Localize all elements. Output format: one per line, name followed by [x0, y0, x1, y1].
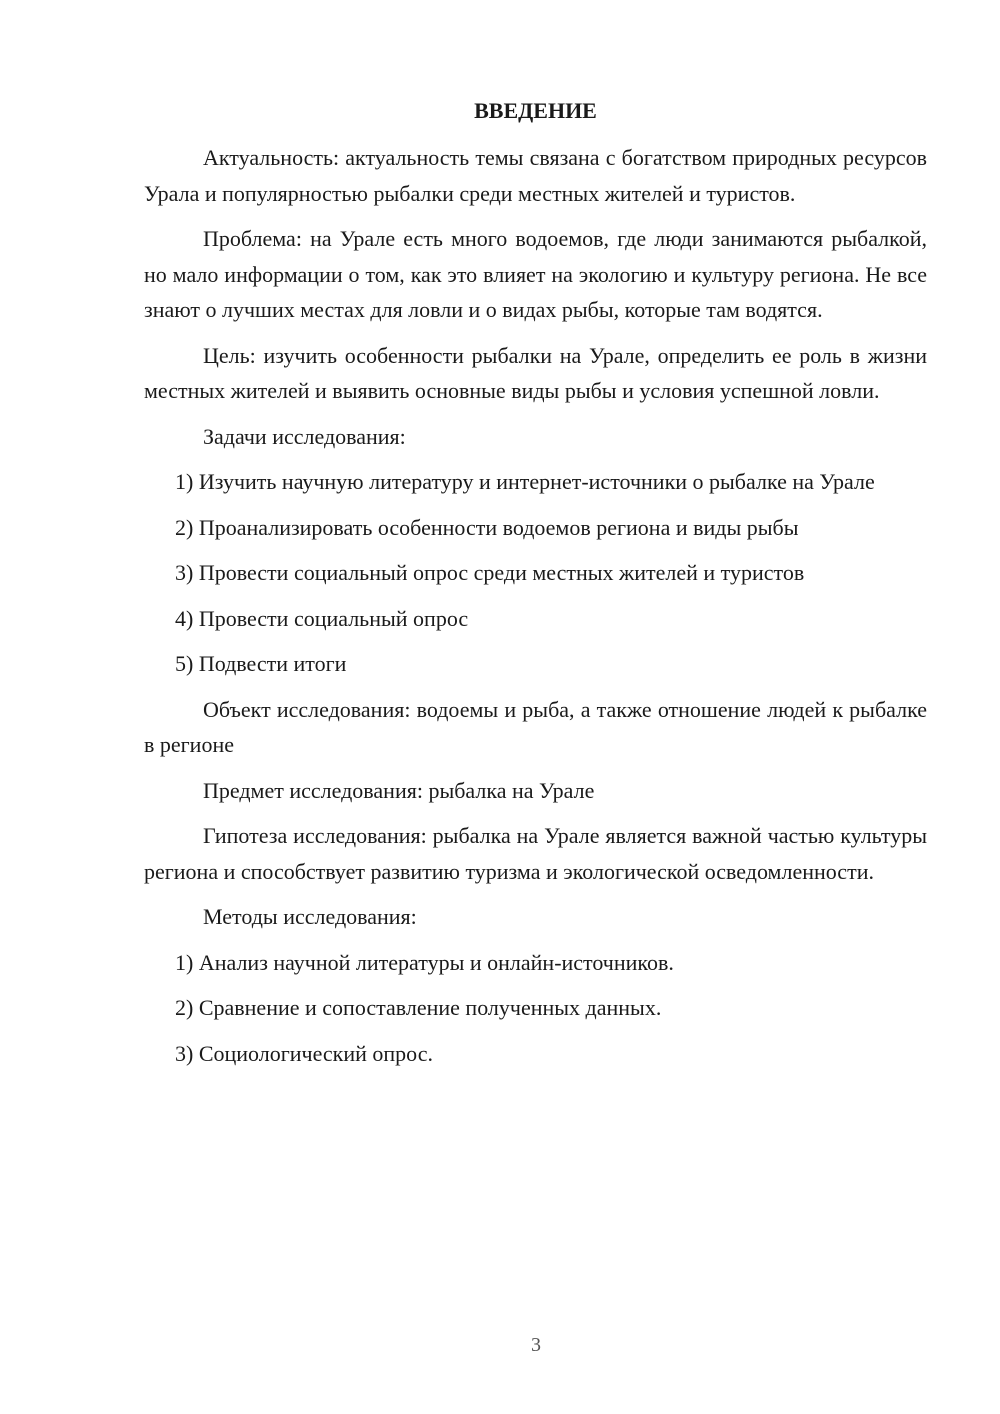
method-item: 1) Анализ научной литературы и онлайн-источников.	[175, 949, 674, 975]
method-item: 3) Социологический опрос.	[175, 1040, 433, 1066]
methods-heading: Методы исследования:	[203, 904, 417, 929]
paragraph-object: Объект исследования: водоемы и рыба, а также отношение людей к рыбалке в регионе	[144, 696, 927, 757]
task-item: 2) Проанализировать особенности водоемов региона и виды рыбы	[175, 514, 799, 540]
tasks-heading: Задачи исследования:	[203, 423, 406, 449]
page-content	[144, 94, 927, 1081]
section-title: ВВЕДЕНИЕ	[474, 98, 597, 123]
method-item: 2) Сравнение и сопоставление полученных данных.	[175, 995, 662, 1020]
paragraph-relevance: Актуальность: актуальность темы связана с богатством природных ресурсов Урала и популярностью рыбалки среди местных жителей и туристов.	[144, 145, 927, 206]
paragraph-subject: Предмет исследования: рыбалка на Урале	[203, 777, 595, 803]
task-item: 5) Подвести итоги	[175, 651, 347, 676]
paragraph-goal: Цель: изучить особенности рыбалки на Урале, определить ее роль в жизни местных жителей и выявить основные виды рыбы и условия успешной ловли.	[144, 342, 927, 403]
task-item: 3) Провести социальный опрос среди местных жителей и туристов	[175, 560, 805, 585]
paragraph-hypothesis: Гипотеза исследования: рыбалка на Урале является важной частью культуры региона и способствует развитию туризма и экологической осведомленности.	[144, 823, 927, 884]
page-number: 3	[531, 1334, 541, 1356]
task-item: 4) Провести социальный опрос	[175, 605, 469, 631]
task-item: 1) Изучить научную литературу и интернет-источники о рыбалке на Урале	[175, 469, 875, 494]
paragraph-problem: Проблема: на Урале есть много водоемов, где люди занимаются рыбалкой, но мало информации о том, как это влияет на экологию и культуру региона. Не все знают о лучших местах для ловли и о видах рыбы, которые там водятся.	[144, 226, 927, 322]
